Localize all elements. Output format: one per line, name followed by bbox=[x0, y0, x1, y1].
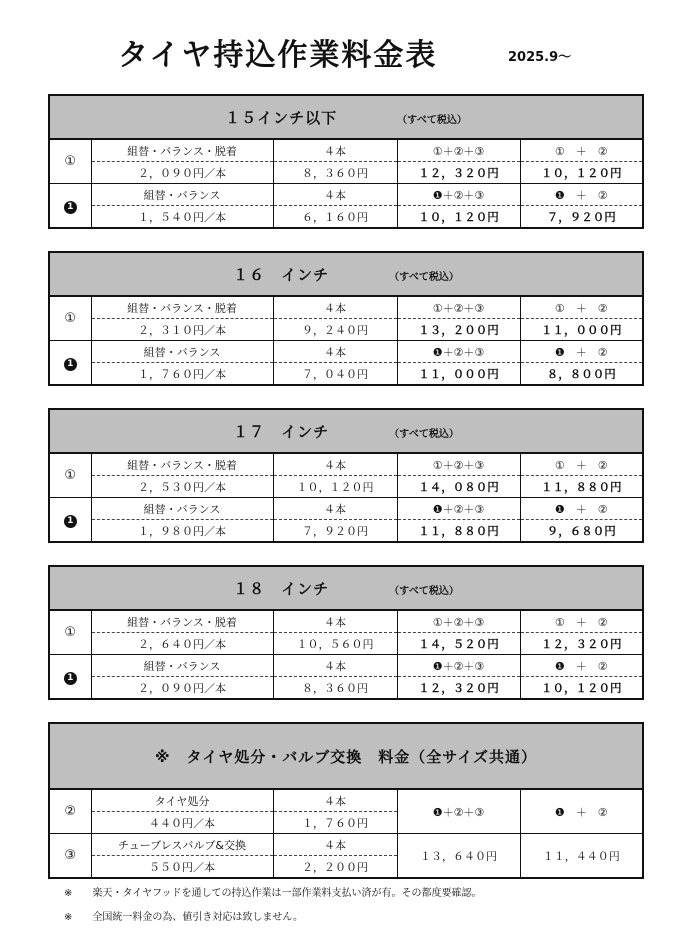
footnote: ※ 楽天・タイヤフッドを通しての持込作業は一部作業料支払い済が有。その都度要確認。 bbox=[64, 888, 482, 899]
unit-price: ４４０円／本 bbox=[91, 812, 273, 834]
service-name: 組替・バランス bbox=[91, 498, 273, 520]
service-name: 組替・バランス・脱着 bbox=[91, 139, 273, 162]
unit-price: ２，５３０円／本 bbox=[91, 476, 273, 498]
combo-label: ①＋②＋③ bbox=[397, 453, 520, 476]
combo2-label: ❶ ＋ ② bbox=[520, 498, 643, 520]
footnote: ※ 全国統一料金の為、値引き対応は致しません。 bbox=[64, 912, 303, 923]
size-price-table bbox=[48, 94, 644, 229]
combo-price: １４，５２０円 bbox=[397, 633, 520, 655]
service-name: 組替・バランス bbox=[91, 655, 273, 677]
service-name: チューブレスバルブ&交換 bbox=[91, 834, 273, 856]
combo-label: ❶＋②＋③ bbox=[397, 341, 520, 363]
set-price: ９，２４０円 bbox=[273, 319, 397, 341]
section-heading: １５インチ以下 （すべて税込） bbox=[49, 95, 643, 139]
size-price-table bbox=[48, 251, 644, 386]
combo2-label: ① ＋ ② bbox=[520, 296, 643, 319]
unit-price: ２，０９０円／本 bbox=[91, 677, 273, 700]
quantity: ４本 bbox=[273, 453, 397, 476]
service-name: 組替・バランス・脱着 bbox=[91, 610, 273, 633]
combo-price: １３，２００円 bbox=[397, 319, 520, 341]
combo2-price: １０，１２０円 bbox=[520, 677, 643, 700]
combo-label: ❶＋②＋③ bbox=[397, 498, 520, 520]
combo-label: ❶＋②＋③ bbox=[397, 184, 520, 206]
row-mark: 1 bbox=[49, 498, 91, 543]
set-price: １，７６０円 bbox=[273, 812, 397, 834]
combo2-price: １１，８８０円 bbox=[520, 476, 643, 498]
special-fee-heading: ※ タイヤ処分・バルブ交換 料金（全サイズ共通） bbox=[49, 723, 643, 789]
combo2-label: ❶ ＋ ② bbox=[520, 341, 643, 363]
unit-price: ２，６４０円／本 bbox=[91, 633, 273, 655]
unit-price: ２，３１０円／本 bbox=[91, 319, 273, 341]
size-price-table bbox=[48, 408, 644, 543]
combo-price: １２，３２０円 bbox=[397, 162, 520, 184]
row-mark: ① bbox=[49, 610, 91, 655]
combo-price: １３，６４０円 bbox=[397, 834, 520, 879]
quantity: ４本 bbox=[273, 296, 397, 319]
set-price: ８，３６０円 bbox=[273, 162, 397, 184]
combo-price: １４，０８０円 bbox=[397, 476, 520, 498]
service-name: 組替・バランス bbox=[91, 341, 273, 363]
set-price: ７，９２０円 bbox=[273, 520, 397, 543]
size-price-table bbox=[48, 565, 644, 700]
row-mark: 1 bbox=[49, 341, 91, 386]
row-mark: ③ bbox=[49, 834, 91, 879]
combo-label: ①＋②＋③ bbox=[397, 139, 520, 162]
quantity: ４本 bbox=[273, 655, 397, 677]
combo2-price: ９，６８０円 bbox=[520, 520, 643, 543]
combo-price: １１，０００円 bbox=[397, 363, 520, 386]
unit-price: １，９８０円／本 bbox=[91, 520, 273, 543]
combo2-label: ① ＋ ② bbox=[520, 139, 643, 162]
combo2-label: ❶ ＋ ② bbox=[520, 655, 643, 677]
quantity: ４本 bbox=[273, 498, 397, 520]
combo-price: １１，８８０円 bbox=[397, 520, 520, 543]
unit-price: １，７６０円／本 bbox=[91, 363, 273, 386]
quantity: ４本 bbox=[273, 834, 397, 856]
effective-date: 2025.9～ bbox=[508, 50, 572, 65]
row-mark: ② bbox=[49, 789, 91, 834]
section-heading: １７ インチ （すべて税込） bbox=[49, 409, 643, 453]
combo2-price: １２，３２０円 bbox=[520, 633, 643, 655]
set-price: １０，５６０円 bbox=[273, 633, 397, 655]
combo-label: ❶＋②＋③ bbox=[397, 655, 520, 677]
service-name: 組替・バランス・脱着 bbox=[91, 453, 273, 476]
combo-label: ❶＋②＋③ bbox=[397, 789, 520, 834]
combo-label: ①＋②＋③ bbox=[397, 296, 520, 319]
combo2-label: ① ＋ ② bbox=[520, 610, 643, 633]
service-name: 組替・バランス bbox=[91, 184, 273, 206]
special-fee-table bbox=[48, 722, 644, 879]
unit-price: １，５４０円／本 bbox=[91, 206, 273, 229]
combo2-label: ❶ ＋ ② bbox=[520, 184, 643, 206]
set-price: ２，２００円 bbox=[273, 856, 397, 879]
combo-price: １２，３２０円 bbox=[397, 677, 520, 700]
section-heading: １６ インチ （すべて税込） bbox=[49, 252, 643, 296]
quantity: ４本 bbox=[273, 789, 397, 812]
row-mark: 1 bbox=[49, 655, 91, 700]
quantity: ４本 bbox=[273, 610, 397, 633]
set-price: ７，０４０円 bbox=[273, 363, 397, 386]
combo2-price: ７，９２０円 bbox=[520, 206, 643, 229]
quantity: ４本 bbox=[273, 139, 397, 162]
page-title: タイヤ持込作業料金表 bbox=[118, 38, 438, 73]
set-price: １０，１２０円 bbox=[273, 476, 397, 498]
row-mark: ① bbox=[49, 296, 91, 341]
combo-label: ①＋②＋③ bbox=[397, 610, 520, 633]
combo-price: １０，１２０円 bbox=[397, 206, 520, 229]
unit-price: ５５０円／本 bbox=[91, 856, 273, 879]
combo2-price: １１，０００円 bbox=[520, 319, 643, 341]
row-mark: ① bbox=[49, 139, 91, 184]
row-mark: 1 bbox=[49, 184, 91, 229]
combo2-price: ８，８００円 bbox=[520, 363, 643, 386]
section-heading: １８ インチ （すべて税込） bbox=[49, 566, 643, 610]
row-mark: ① bbox=[49, 453, 91, 498]
set-price: ８，３６０円 bbox=[273, 677, 397, 700]
quantity: ４本 bbox=[273, 184, 397, 206]
combo2-price: １０，１２０円 bbox=[520, 162, 643, 184]
quantity: ４本 bbox=[273, 341, 397, 363]
service-name: 組替・バランス・脱着 bbox=[91, 296, 273, 319]
set-price: ６，１６０円 bbox=[273, 206, 397, 229]
combo2-price: １１，４４０円 bbox=[520, 834, 643, 879]
combo2-label: ❶ ＋ ② bbox=[520, 789, 643, 834]
service-name: タイヤ処分 bbox=[91, 789, 273, 812]
combo2-label: ① ＋ ② bbox=[520, 453, 643, 476]
unit-price: ２，０９０円／本 bbox=[91, 162, 273, 184]
